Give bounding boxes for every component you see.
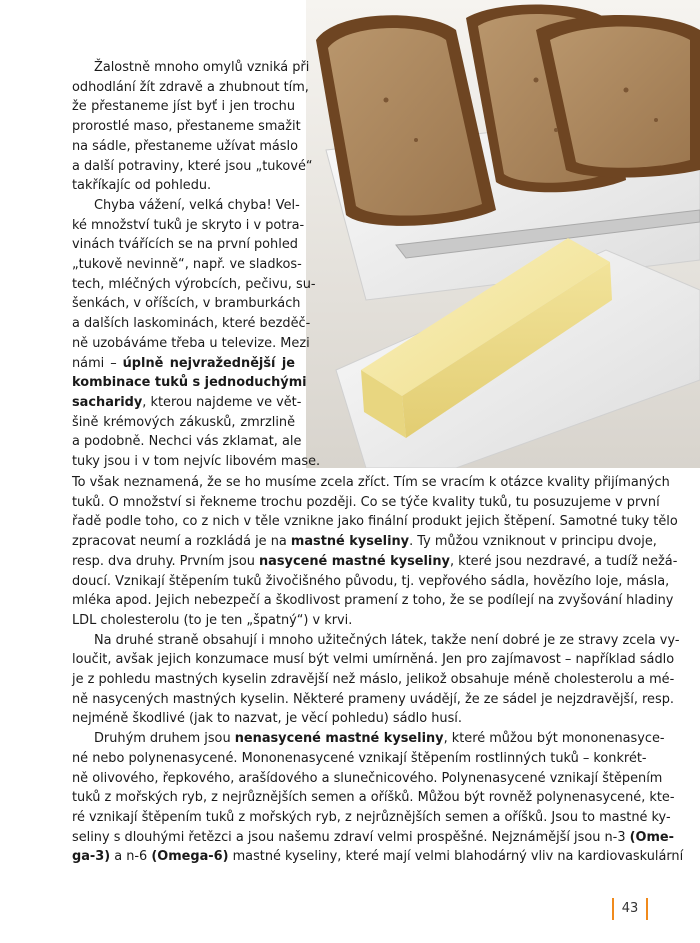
text-line	[72, 373, 307, 393]
text-line	[72, 334, 310, 354]
bold-text: úplně nejvražednější je	[122, 355, 295, 371]
text-run: řadě podle toho, co z nich v těle vznikne jako finální produkt jejich štěpení. Samotné tuky tělo	[72, 514, 678, 530]
bold-text: kombinace tuků s jednoduchými	[72, 375, 307, 391]
text-run: seliny s dlouhými řetězci a jsou našemu zdraví velmi prospěšné. Nejznámější jsou n-3	[72, 829, 630, 845]
text-line	[72, 690, 674, 710]
text-run: námi –	[72, 355, 123, 371]
text-run: je z pohledu mastných kyselin zdravější než máslo, jelikož obsahuje méně cholesterolu a mé-	[72, 672, 675, 688]
text-run: ně uzobáváme třeba u televize. Mezi	[72, 335, 310, 351]
folio-bar-right	[646, 898, 648, 920]
text-line	[72, 631, 680, 651]
text-line	[72, 294, 301, 314]
text-run: loučit, avšak jejich konzumace musí být velmi umírněná. Jen pro zajímavost – například sádlo	[72, 652, 675, 668]
text-line	[72, 58, 310, 78]
text-line	[72, 788, 675, 808]
text-line	[72, 413, 295, 433]
bold-text: nasycené mastné kyseliny	[259, 553, 450, 569]
text-run: tuky jsou i v tom nejvíc libovém mase.	[72, 454, 321, 470]
text-run: , které jsou nezdravé, a tudíž nežá-	[449, 553, 678, 569]
text-line	[72, 393, 302, 413]
text-run: ně nasycených mastných kyselin. Některé prameny uvádějí, že ze sádel je nejzdravější, resp.	[72, 691, 674, 707]
text-line	[72, 572, 670, 592]
text-line	[72, 354, 295, 374]
text-run: odhodlání žít zdravě a zhubnout tím,	[72, 79, 309, 95]
text-line	[72, 729, 665, 749]
text-run: na sádle, přestaneme užívat máslo	[72, 138, 298, 154]
paragraph	[72, 473, 678, 631]
text-run: tuků z mořských ryb, z nejrůznějších semen a oříšků. Můžou být rovněž polynenasycené, kte-	[72, 790, 675, 806]
text-run: a dalších laskominách, které bezděč-	[72, 316, 311, 332]
text-run: vinách tvářících se na první pohled	[72, 237, 298, 253]
paragraph	[72, 196, 321, 472]
text-line	[72, 137, 298, 157]
text-line	[72, 611, 646, 631]
text-line	[72, 847, 684, 867]
text-line	[72, 670, 675, 690]
page-number: 43	[621, 901, 639, 916]
text-run: ké množství tuků je skryto i v potra-	[72, 217, 305, 233]
text-line	[72, 650, 675, 670]
text-run: resp. dva druhy. Prvním jsou	[72, 553, 259, 569]
bold-text: ga-3)	[72, 849, 111, 865]
text-run: To však neznamená, že se ho musíme zcela zříct. Tím se vracím k otázce kvality přijímaných	[72, 475, 670, 490]
text-run: Na druhé straně obsahují i mnoho užitečných látek, takže není dobré je ze stravy zcela vy-	[94, 632, 680, 648]
bread-and-butter-photo	[306, 0, 700, 468]
text-run: tuků. O množství si řekneme trochu později. Co se týče kvality tuků, tu posuzujeme v první	[72, 494, 660, 510]
text-run: né nebo polynenasycené. Mononenasycené vznikají štěpením rostlinných tuků – konkrét-	[72, 750, 647, 766]
text-run: . Ty můžou vzniknout v principu dvoje,	[409, 534, 657, 550]
bold-text: nenasycené mastné kyseliny	[234, 731, 444, 747]
text-run: tech, mléčných výrobcích, pečivu, su-	[72, 276, 316, 292]
text-line	[72, 591, 674, 611]
text-line	[72, 493, 660, 513]
bold-text: mastné kyseliny	[290, 534, 410, 550]
text-run: „tukově nevinně“, např. ve sladkos-	[72, 257, 302, 273]
text-run: mléka apod. Jejich nebezpečí a škodlivost pramení z toho, že se podílejí na zvyšování hladiny	[72, 593, 674, 609]
text-run: šenkách, v oříšcích, v bramburkách	[72, 296, 301, 312]
body-text	[72, 473, 684, 867]
text-line	[72, 157, 313, 177]
text-run: Žalostně mnoho omylů vzniká při	[94, 60, 310, 75]
text-line	[72, 749, 646, 769]
text-run: že přestaneme jíst byť i jen trochu	[72, 99, 295, 115]
photo-illustration	[306, 0, 700, 468]
text-run: , kterou najdeme ve vět-	[142, 394, 302, 410]
text-run: takříkajíc od pohledu.	[72, 178, 212, 194]
text-line	[72, 235, 298, 255]
text-run: prorostlé maso, přestaneme smažit	[72, 119, 301, 135]
text-line	[72, 552, 678, 572]
text-line	[72, 512, 678, 532]
text-line	[72, 176, 295, 196]
bold-text: (Omega-6)	[151, 849, 229, 865]
bold-text: (Ome-	[629, 829, 674, 845]
text-line	[72, 532, 657, 552]
text-run: Druhým druhem jsou	[94, 731, 235, 747]
text-line	[72, 769, 663, 789]
bold-text: sacharidy	[72, 394, 143, 410]
text-run: ně olivového, řepkového, arašídového a slunečnicového. Polynenasycené vznikají štěpením	[72, 770, 663, 786]
text-run: ré vznikají štěpením tuků z mořských ryb, z nejrůznějších semen a oříšků. Jsou to mastné ky-	[72, 809, 671, 825]
text-run: šině krémových zákusků, zmrzlině	[72, 414, 295, 430]
text-line	[72, 97, 295, 117]
text-run: nejméně škodlivé (jak to nazvat, je věcí pohledu) sádlo husí.	[72, 711, 462, 727]
text-line	[72, 473, 670, 493]
text-run: a n-6	[110, 849, 152, 865]
text-line	[72, 255, 302, 275]
text-run: a další potraviny, které jsou „tukové“	[72, 158, 313, 174]
text-run: LDL cholesterolu (to je ten „špatný“) v krvi.	[72, 612, 353, 628]
text-line	[72, 808, 671, 828]
text-line	[72, 117, 301, 137]
text-column	[72, 58, 321, 472]
text-line	[72, 432, 302, 452]
page-number-marker	[612, 898, 648, 920]
text-line	[72, 275, 316, 295]
text-run: doucí. Vznikají štěpením tuků živočišného původu, tj. vepřového sádla, hovězího loje, másla,	[72, 573, 670, 589]
text-line	[72, 314, 311, 334]
text-line	[72, 709, 646, 729]
paragraph	[72, 729, 684, 867]
text-run: , které můžou být mononenasyce-	[443, 731, 665, 747]
text-run: mastné kyseliny, které mají velmi blahodárný vliv na kardiovaskulární	[228, 849, 684, 865]
text-line	[72, 216, 305, 236]
text-line	[72, 828, 674, 848]
text-run: Chyba vážení, velká chyba! Vel-	[94, 197, 300, 213]
text-line	[72, 452, 321, 472]
text-line	[72, 78, 309, 98]
text-run: a podobně. Nechci vás zklamat, ale	[72, 434, 302, 450]
text-run: zpracovat neumí a rozkládá je na	[72, 534, 291, 550]
paragraph	[72, 631, 680, 730]
text-line	[72, 196, 300, 216]
paragraph	[72, 58, 313, 196]
